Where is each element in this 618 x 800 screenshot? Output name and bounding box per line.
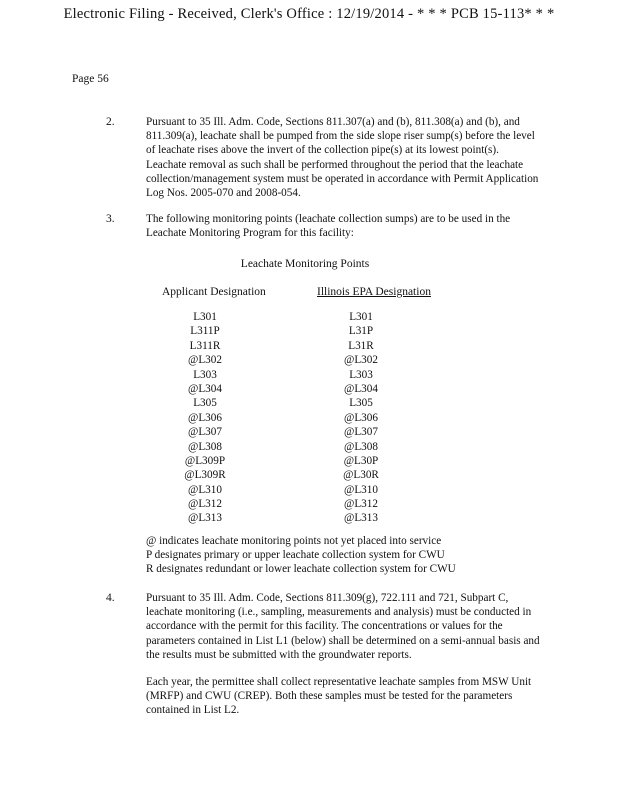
iepa-cell: @L302 — [344, 354, 378, 367]
applicant-cell: L311R — [189, 339, 221, 352]
column-header-iepa: Illinois EPA Designation — [317, 286, 431, 298]
item-4-paragraph-1: Pursuant to 35 Ill. Adm. Code, Sections 811.309(g), 722.111 and 721, Subpart C, leachate monitoring (i.e., sampling, measurements and analysis) must be conducted in accordance with the permit for this facility. The concentrations or values for the parameters contained in List L1 (below) shall be determined on a semi-annual basis and the results must be submitted with the groundwater reports. — [146, 592, 540, 661]
applicant-cell: @L308 — [188, 440, 222, 453]
table-row — [0, 340, 618, 354]
table-row — [0, 498, 618, 512]
table-row — [0, 354, 618, 368]
applicant-cell: @L304 — [188, 382, 222, 395]
iepa-cell: @L30P — [343, 454, 379, 467]
column-header-applicant: Applicant Designation — [162, 286, 266, 298]
iepa-cell: @L313 — [344, 512, 378, 525]
table-row — [0, 512, 618, 526]
applicant-cell: L305 — [193, 397, 217, 410]
applicant-cell: L301 — [193, 311, 217, 323]
iepa-cell: L31R — [348, 339, 374, 352]
applicant-cell: @L306 — [188, 411, 222, 424]
table-row — [0, 383, 618, 397]
page-number: Page 56 — [72, 73, 109, 85]
iepa-cell: L31P — [348, 325, 374, 338]
item-3-number: 3. — [106, 213, 115, 225]
table-notes — [146, 534, 456, 577]
applicant-cell: @L313 — [188, 512, 222, 525]
applicant-cell: L311P — [190, 325, 220, 338]
item-4-paragraph-2: Each year, the permittee shall collect representative leachate samples from MSW Unit (MRFP) and CWU (CREP). Both these samples must be tested for the parameters contained in List L2. — [146, 676, 532, 717]
iepa-cell: @L308 — [344, 440, 378, 453]
iepa-cell: L305 — [349, 397, 373, 410]
note-line: P designates primary or upper leachate collection system for CWU — [146, 549, 445, 562]
table-row — [0, 426, 618, 440]
applicant-cell: @L309P — [184, 454, 226, 467]
table-row — [0, 484, 618, 498]
applicant-cell: @L310 — [188, 483, 222, 496]
item-2-number: 2. — [106, 116, 115, 128]
iepa-cell: @L304 — [344, 382, 378, 395]
table-row — [0, 455, 618, 469]
item-4-number: 4. — [106, 592, 115, 604]
iepa-cell: @L312 — [344, 498, 378, 511]
monitoring-points-list — [0, 311, 618, 527]
applicant-cell: L303 — [193, 368, 217, 381]
table-row — [0, 412, 618, 426]
monitoring-table-title — [0, 258, 618, 270]
iepa-cell: @L310 — [344, 483, 378, 496]
applicant-cell: @L302 — [188, 354, 222, 367]
applicant-cell: @L307 — [188, 426, 222, 439]
note-line: @ indicates leachate monitoring points not yet placed into service — [146, 535, 442, 547]
table-row — [0, 397, 618, 411]
table-row — [0, 369, 618, 383]
item-2-paragraph: Pursuant to 35 Ill. Adm. Code, Sections 811.307(a) and (b), 811.308(a) and (b), and 811.309(a), leachate shall be pumped from the side slope riser sump(s) before the level of leachate rises above the invert of the collection pipe(s) at its lowest point(s). Leachate removal as such shall be performed throughout the period that the leachate collection/management system must be operated in accordance with Permit Application Log Nos. 2005-070 and 2008-054. — [146, 116, 539, 200]
table-row — [0, 311, 618, 325]
iepa-cell: L303 — [349, 368, 373, 381]
table-row — [0, 325, 618, 339]
iepa-cell: @L30R — [343, 469, 379, 482]
note-line: R designates redundant or lower leachate collection system for CWU — [146, 563, 456, 576]
table-row — [0, 441, 618, 455]
applicant-cell: @L312 — [188, 498, 222, 511]
item-3-paragraph: The following monitoring points (leachate collection sumps) are to be used in the Leachate Monitoring Program for this facility: — [146, 213, 511, 240]
iepa-cell: L301 — [349, 311, 373, 323]
iepa-cell: @L307 — [344, 426, 378, 439]
filing-header: Electronic Filing - Received, Clerk's Office : 12/19/2014 - * * * PCB 15-113* * * — [63, 6, 555, 22]
applicant-cell: @L309R — [184, 469, 226, 482]
monitoring-table-title-text: Leachate Monitoring Points — [240, 258, 370, 270]
table-row — [0, 469, 618, 483]
iepa-cell: @L306 — [344, 411, 378, 424]
